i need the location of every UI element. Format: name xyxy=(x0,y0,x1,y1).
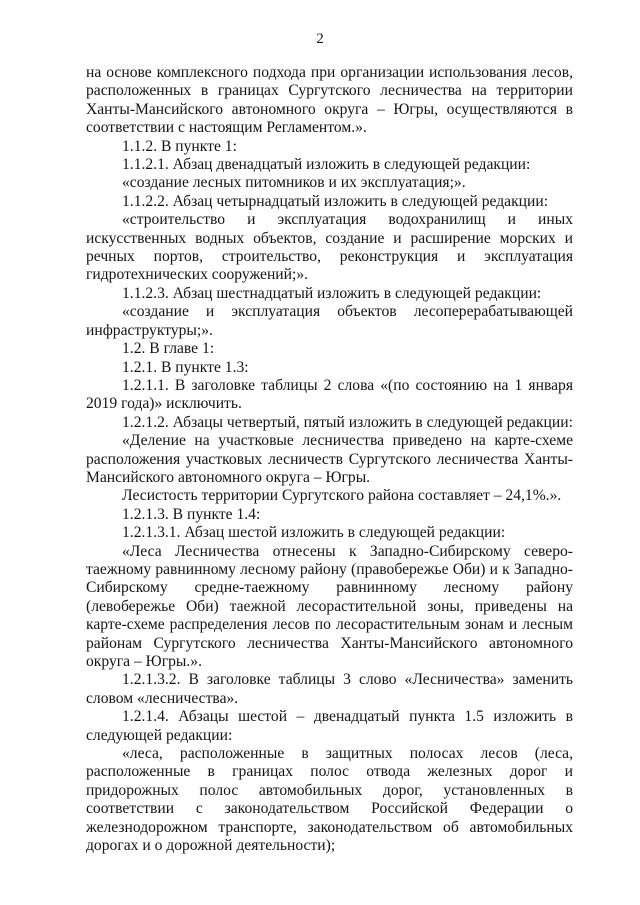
document-body xyxy=(86,64,573,855)
paragraph-1-2-1-4: 1.2.1.4. Абзацы шестой – двенадцатый пункта 1.5 изложить в следующей редакции: xyxy=(86,708,573,744)
paragraph-quote-forests: «Леса Лесничества отнесены к Западно-Сибирскому северо-таежному равнинному лесному району (правобережье Оби) и к Западно-Сибирскому средне-таежному равнинному лесному району (левобережье Оби) таежной лесорастительной зоны, приведены на карте-схеме распределения лесов по лесорастительным зонам и лесным районам Сургутского лесничества Ханты-Мансийского автономного округа – Югры.». xyxy=(86,542,573,670)
paragraph-quote-division: «Деление на участковые лесничества приведено на карте-схеме расположения участковых лесничеств Сургутского лесничества Ханты-Мансийского автономного округа – Югры. xyxy=(86,432,573,486)
paragraph-forest-cover: Лесистость территории Сургутского района составляет – 24,1%.». xyxy=(122,487,562,505)
paragraph-1-1-2-1: 1.1.2.1. Абзац двенадцатый изложить в следующей редакции: xyxy=(122,156,531,174)
paragraph-1-2-1-3-1: 1.2.1.3.1. Абзац шестой изложить в следующей редакции: xyxy=(122,524,506,542)
paragraph-1-2-1-2: 1.2.1.2. Абзацы четвертый, пятый изложить в следующей редакции: xyxy=(122,413,573,431)
paragraph-1-2-1-3-2: 1.2.1.3.2. В заголовке таблицы 3 слово «Лесничества» заменить словом «лесничества». xyxy=(86,671,573,707)
paragraph-quote-protective-strips: «леса, расположенные в защитных полосах лесов (леса, расположенные в границах полос отвода железных дорог и придорожных полос автомобильных дорог, установленных в соответствии с законодательством Российской Федерации о железнодорожном транспорте, законодательством об автомобильных дорогах и о дорожной деятельности); xyxy=(86,745,573,855)
paragraph-quote-nurseries: «создание лесных питомников и их эксплуатация;». xyxy=(122,174,466,192)
paragraph-1-2-1: 1.2.1. В пункте 1.3: xyxy=(122,358,249,376)
paragraph-quote-infrastructure: «создание и эксплуатация объектов лесоперерабатывающей инфраструктуры;». xyxy=(86,303,573,339)
paragraph-1-1-2: 1.1.2. В пункте 1: xyxy=(122,137,237,155)
paragraph-1-1-2-3: 1.1.2.3. Абзац шестнадцатый изложить в следующей редакции: xyxy=(122,284,542,302)
paragraph-continuation: на основе комплексного подхода при организации использования лесов, расположенных в границах Сургутского лесничества на территории Ханты-Мансийского автономного округа – Югры, осуществляются в соответствии с настоящим Регламентом.». xyxy=(86,64,573,137)
paragraph-1-1-2-2: 1.1.2.2. Абзац четырнадцатый изложить в следующей редакции: xyxy=(122,192,549,210)
page-number: 2 xyxy=(316,31,324,47)
paragraph-1-2-1-1: 1.2.1.1. В заголовке таблицы 2 слова «(по состоянию на 1 января 2019 года)» исключить. xyxy=(86,376,573,413)
paragraph-1-2-1-3: 1.2.1.3. В пункте 1.4: xyxy=(122,505,261,523)
paragraph-quote-reservoirs: «строительство и эксплуатация водохранилищ и иных искусственных водных объектов, создание и расширение морских и речных портов, строительство, реконструкция и эксплуатация гидротехнических сооружений;». xyxy=(86,211,573,284)
paragraph-1-2: 1.2. В главе 1: xyxy=(122,340,215,358)
